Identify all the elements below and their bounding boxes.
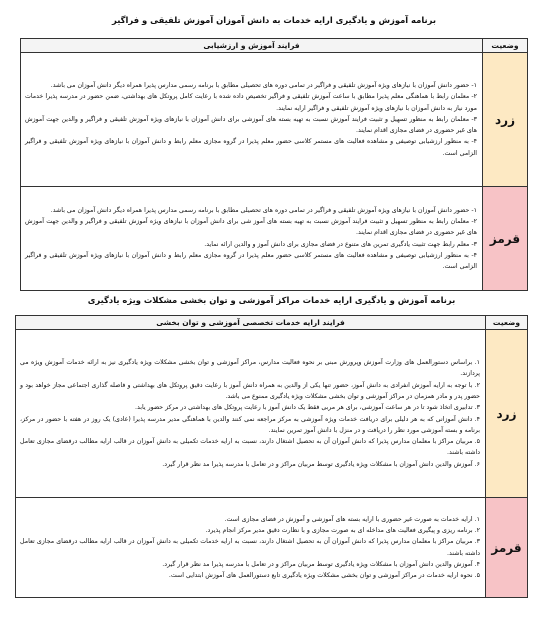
section2-yellow-items	[16, 330, 486, 498]
status-column-header: وضعیت	[486, 316, 528, 330]
list-item: ۴. دانش آموزانی که به هر دلیلی برای دریافت خدمات ویژه آموزشی به مرکز مراجعه نمی کنند والدین با هماهنگی مدیر مدرسه پذیرا (عادی) یک روز در هفته با حضور در مرکز، برنامه و بسته آموزشی مورد نظر را دریافت و در منزل با دانش آموز تمرین نمایند.	[20, 415, 480, 434]
list-item: ۲- معلمان رابط با هماهنگی معلم پذیرا مطابق با ساعت آموزش تلفیقی و فراگیر تخصیص داده شده با رعایت کامل پروتکل های بهداشتی، ضمن حضور در مدرسه پذیرا خدمات مورد نیاز به دانش آموزان با نیازهای ویژه آموزش تلفیقی و فراگیر ارایه نمایند.	[25, 93, 477, 112]
process-column-header: فرایند آموزش و ارزشیابی	[21, 39, 483, 53]
list-item: ۱. ارایه خدمات به صورت غیر حضوری با ارایه بسته های آموزشی و آموزش در فضای مجازی است.	[224, 515, 480, 523]
list-item: ۱- حضور دانش آموزان با نیازهای ویژه آموزش تلفیقی و فراگیر در تمامی دوره های تحصیلی مطابق با برنامه رسمی مدارس پذیرا همراه دیگر دانش آموزان می باشد.	[50, 81, 477, 89]
section1-header-row	[21, 39, 528, 53]
list-item: ۳- معلم رابط جهت تثبیت یادگیری تمرین های متنوع در فضای مجازی برای دانش آموز و والدین ارائه نماید.	[204, 240, 477, 248]
section2-row-red	[16, 498, 528, 598]
list-item: ۲- معلمان رابط به منظور تسهیل و تثبیت فرایند آموزش نسبت به تهیه بسته های آموز شی برای دانش آموزان با نیازهای ویژه آموزش تلفیقی و فراگیر و والدین جهت آموزش های غیر حضوری در فضای مجازی اقدام نمایند.	[25, 217, 477, 237]
list-item: ۱- حضور دانش آموزان با نیازهای ویژه آموزش تلفیقی و فراگیر در تمامی دوره های تحصیلی مطابق با برنامه رسمی مدارس پذیرا همراه دیگر دانش آموزان می باشد.	[50, 206, 477, 214]
section2-title: برنامه آموزش و یادگیری ارایه خدمات مراکز آموزشی و توان بخشی مشکلات ویژه یادگیری	[87, 295, 456, 305]
process-column-header: فرایند ارایه خدمات تخصصی آموزشی و توان بخشی	[16, 316, 486, 330]
section2-red-items	[16, 498, 486, 598]
section2-header-row	[16, 316, 528, 330]
list-item: ۴- به منظور ارزشیابی توصیفی و مشاهده فعالیت های مستمر کلاسی حضور معلم پذیرا در گروه مجازی معلم رابط و دانش آموزان با نیازهای ویژه آموزش تلفیقی و فراگیر الزامی است.	[25, 138, 477, 157]
list-item: ۲. با توجه به ارایه آموزش انفرادی به دانش آموز، حضور تنها یکی از والدین به همراه دانش آموز با رعایت دقیق پروتکل های بهداشتی و فاصله گذاری اجتماعی مجاز خواهد بود و حضور پدر و مادر همزمان در مراکز آموزشی و توان بخشی مشکلات ویژه یادگیری ممنوع می باشد.	[20, 381, 480, 400]
status-red: قرمز	[483, 187, 528, 291]
section2-row-yellow	[16, 330, 528, 498]
status-yellow: زرد	[483, 53, 528, 187]
list-item: ۴- به منظور ارزشیابی توصیفی و مشاهده فعالیت های مستمر کلاسی حضور معلم پذیرا در گروه مجازی معلم رابط و دانش آموزان با نیازهای ویژه آموزش تلفیقی و فراگیر الزامی است.	[25, 251, 477, 271]
section1-row-red	[21, 187, 528, 291]
section1-table	[20, 38, 528, 291]
section1-yellow-items	[21, 53, 483, 187]
section1-red-items	[21, 187, 483, 291]
section1-row-yellow	[21, 53, 528, 187]
list-item: ۲. برنامه ریزی و پیگیری فعالیت های مداخله ای به صورت مجازی و با نظارت دقیق مدیر مرکز انجام پذیرد.	[205, 526, 480, 534]
section1-title: برنامه آموزش و یادگیری ارایه خدمات به دانش آموزان آموزش تلفیقی و فراگیر	[112, 15, 436, 25]
list-item: ۴. آموزش والدین دانش آموزان با مشکلات ویژه یادگیری توسط مربیان مراکز و در تعامل با مدرسه پذیرا مد نظر قرار گیرد.	[162, 560, 480, 568]
section2-table	[15, 315, 528, 598]
status-yellow: زرد	[486, 330, 528, 498]
list-item: ۳. تدابیری اتخاذ شود تا در هر ساعت آموزشی، برای هر مربی فقط یک دانش آموز با رعایت پروتکل های بهداشتی در مرکز حضور یابد.	[134, 404, 480, 412]
list-item: ۱. براساس دستورالعمل های وزارت آموزش وپرورش مبنی بر نحوه فعالیت مدارس، مراکز آموزشی و توان بخشی مشکلات ویژه یادگیری نیز به ارائه خدمات آموزش ویژه می پردازند.	[20, 359, 480, 378]
list-item: ۳- معلمان رابط به منظور تسهیل و تثبیت فرایند آموزش نسبت به تهیه بسته های آموزشی برای دانش آموزان با نیازهای ویژه آموزش تلفیقی و فراگیر و والدین جهت آموزش های غیر حضوری در فضای مجازی اقدام نمایند.	[25, 115, 477, 135]
list-item: ۵. نحوه ارایه خدمات در مراکز آموزشی و توان بخشی مشکلات ویژه یادگیری تابع دستورالعمل های آموزش ابتدایی است.	[168, 572, 480, 580]
status-red: قرمز	[486, 498, 528, 598]
list-item: ۶. آموزش والدین دانش آموزان با مشکلات ویژه یادگیری توسط مربیان مراکز و در تعامل با مدرسه پذیرا مد نظر قرار گیرد.	[162, 460, 480, 468]
list-item: ۳. مربیان مراکز با معلمان مدارس پذیرا که دانش آموزان آن به تحصیل اشتغال دارند، نسبت به ارایه خدمات تکمیلی به دانش آموزان در قالب ارایه مطالب درفضای مجازی تعامل داشته باشند.	[20, 538, 480, 557]
list-item: ۵. مربیان مراکز با معلمان مدارس پذیرا که دانش آموزان آن به تحصیل اشتغال دارند، نسبت به ارایه خدمات تکمیلی به دانش آموزان در قالب ارایه مطالب درفضای مجازی تعامل داشته باشند.	[20, 438, 480, 457]
status-column-header: وضعیت	[483, 39, 528, 53]
